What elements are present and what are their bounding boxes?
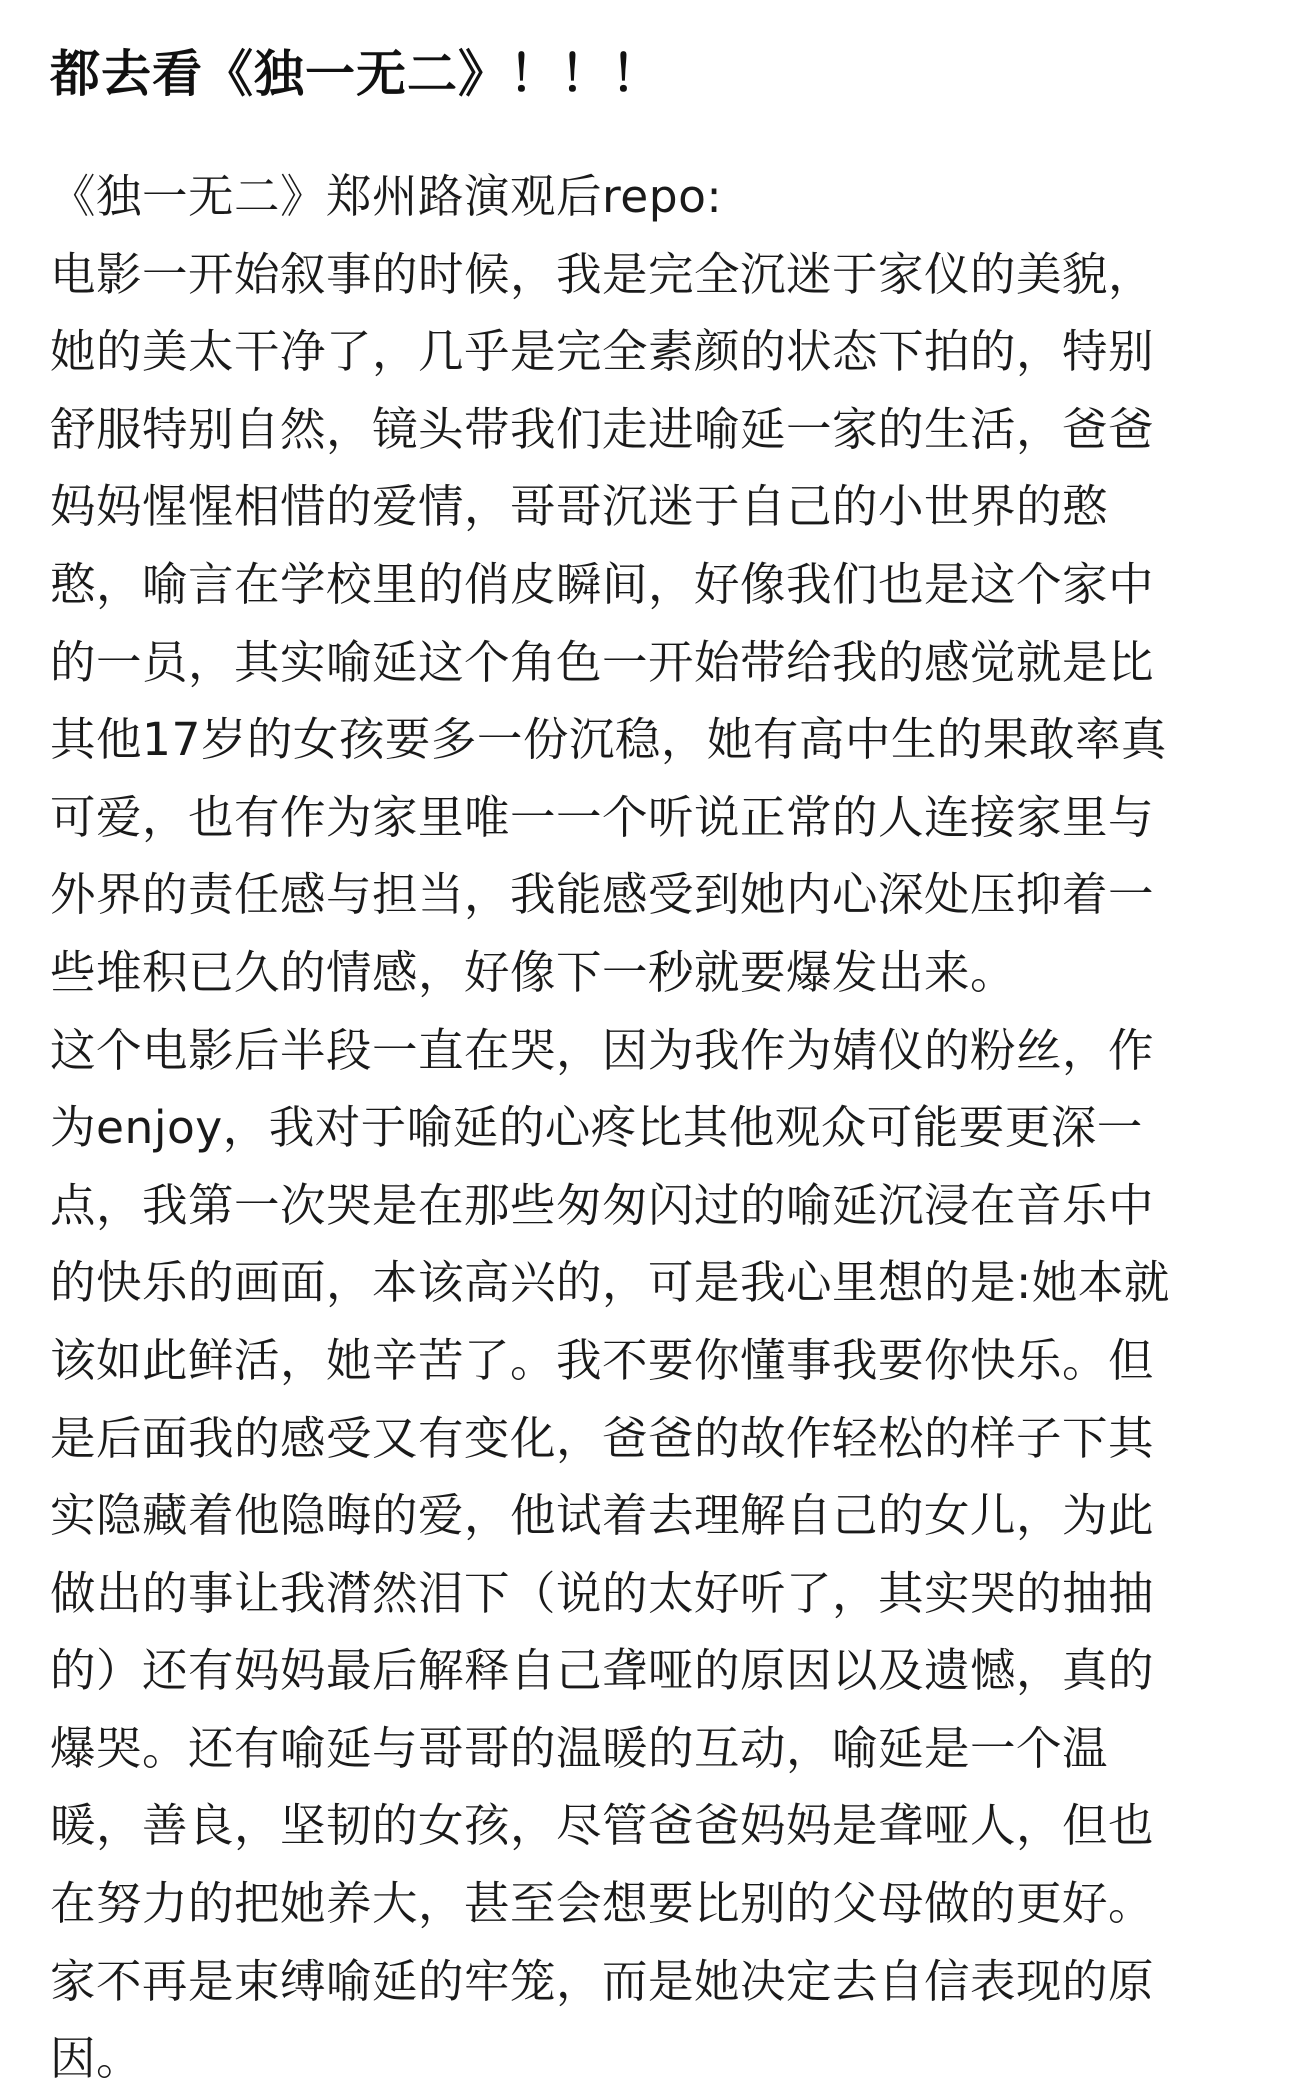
- post-line: 其他17岁的女孩要多一份沉稳，她有高中生的果敢率真: [50, 713, 1167, 767]
- post-line: 暖，善良，坚韧的女孩，尽管爸爸妈妈是聋哑人，但也: [50, 1799, 1155, 1853]
- post-line: 舒服特别自然，镜头带我们走进喻延一家的生活，爸爸: [50, 402, 1155, 456]
- post-line: 些堆积已久的情感，好像下一秒就要爆发出来。: [50, 945, 1017, 999]
- post-line: 该如此鲜活，她辛苦了。我不要你懂事我要你快乐。但: [50, 1333, 1155, 1387]
- post-title: 都去看《独一无二》！！！: [50, 45, 662, 103]
- post-line: 外界的责任感与担当，我能感受到她内心深处压抑着一: [50, 868, 1155, 922]
- post-line: 《独一无二》郑州路演观后repo:: [50, 170, 723, 223]
- post-body: [50, 158, 1270, 2098]
- post-line: 妈妈惺惺相惜的爱情，哥哥沉迷于自己的小世界的憨: [50, 480, 1109, 534]
- post-line: 因。: [50, 2032, 143, 2086]
- post-line: 家不再是束缚喻延的牢笼，而是她决定去自信表现的原: [50, 1954, 1155, 2008]
- post-line: 点，我第一次哭是在那些匆匆闪过的喻延沉浸在音乐中: [50, 1178, 1155, 1232]
- post-line: 的）还有妈妈最后解释自己聋哑的原因以及遗憾，真的: [50, 1644, 1155, 1698]
- post-line: 是后面我的感受又有变化，爸爸的故作轻松的样子下其: [50, 1411, 1155, 1465]
- post-line: 在努力的把她养大，甚至会想要比别的父母做的更好。: [50, 1877, 1155, 1931]
- post-line: 可爱，也有作为家里唯一一个听说正常的人连接家里与: [50, 790, 1155, 844]
- post-line: 憨，喻言在学校里的俏皮瞬间，好像我们也是这个家中: [50, 557, 1155, 611]
- post-line: 做出的事让我潸然泪下（说的太好听了，其实哭的抽抽: [50, 1566, 1155, 1620]
- post-line: 爆哭。还有喻延与哥哥的温暖的互动，喻延是一个温: [50, 1721, 1109, 1775]
- post-line: 她的美太干净了，几乎是完全素颜的状态下拍的，特别: [50, 325, 1155, 379]
- post-line: 这个电影后半段一直在哭，因为我作为婧仪的粉丝，作: [50, 1023, 1155, 1077]
- post-line: 实隐藏着他隐晦的爱，他试着去理解自己的女儿，为此: [50, 1489, 1155, 1543]
- post-line: 电影一开始叙事的时候，我是完全沉迷于家仪的美貌，: [50, 247, 1155, 301]
- post-line: 为enjoy，我对于喻延的心疼比其他观众可能要更深一: [50, 1101, 1143, 1155]
- post-line: 的快乐的画面，本该高兴的，可是我心里想的是:她本就: [50, 1256, 1170, 1310]
- post-line: 的一员，其实喻延这个角色一开始带给我的感觉就是比: [50, 635, 1155, 689]
